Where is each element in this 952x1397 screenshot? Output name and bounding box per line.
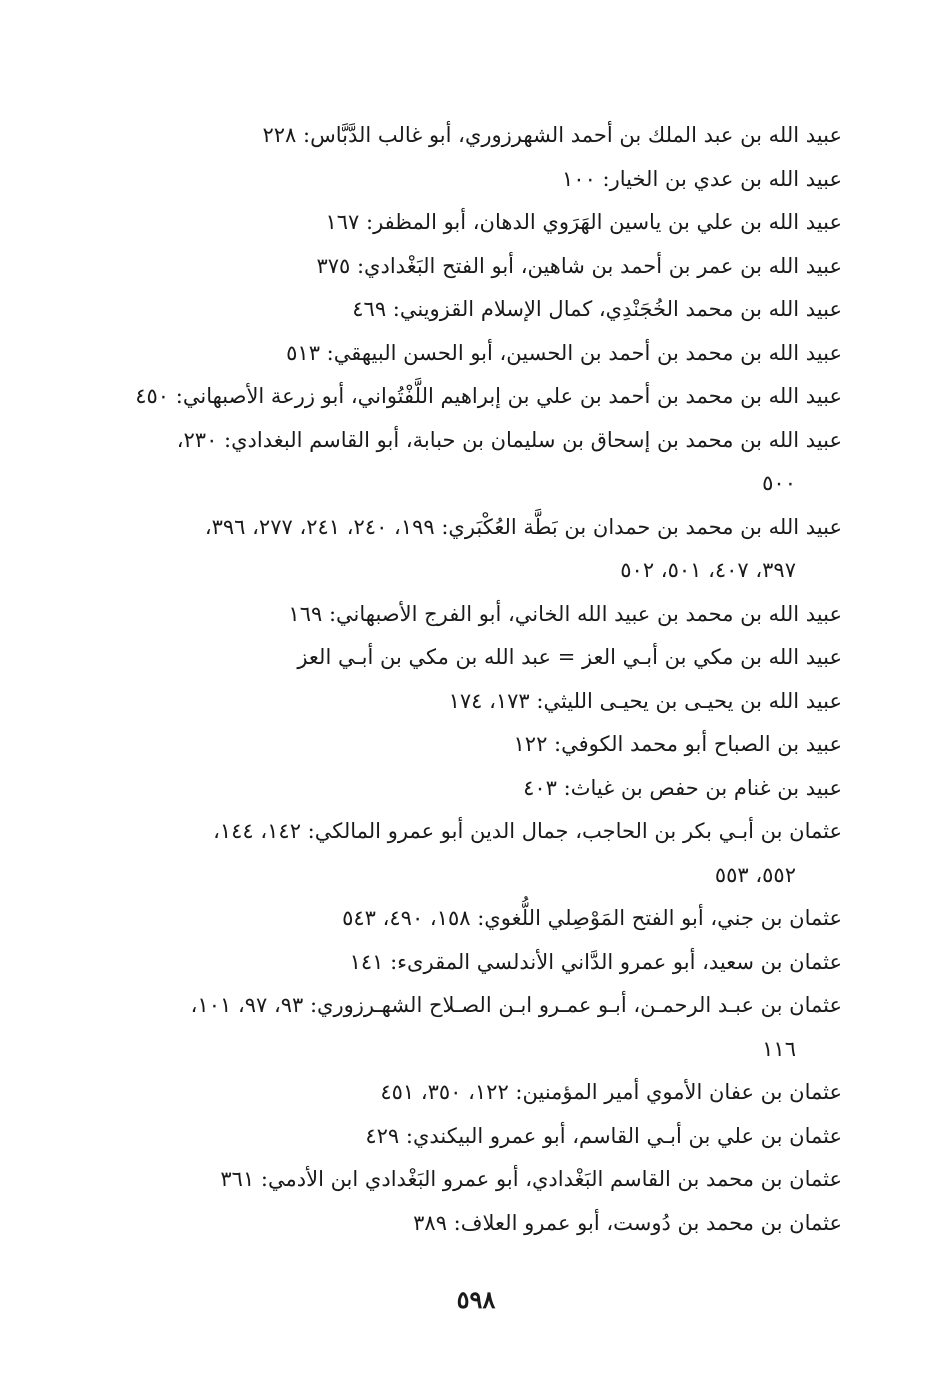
index-entry-text: عبيد الله بن عمر بن أحمد بن شاهين، أبو الفتح البَغْدادي: ٣٧٥: [316, 253, 842, 278]
index-entry-text: عبيد الله بن محمد بن حمدان بن بَطَّة العُكْبَري: ١٩٩، ٢٤٠، ٢٤١، ٢٧٧، ٣٩٦،: [204, 514, 842, 539]
index-entry-text: عبيد الله بن عبد الملك بن أحمد الشهرزوري، أبو غالب الدَّبَّاس: ٢٢٨: [262, 123, 842, 147]
index-entry-text: عثمان بن جني، أبو الفتح المَوْصِلي اللُّغوي: ١٥٨، ٤٩٠، ٥٤٣: [342, 906, 842, 930]
index-entry-continuation: ٥٠٠: [762, 471, 796, 495]
index-entry-text: عبيد الله بن مكي بن أبـي العز = عبد الله بن مكي بن أبـي العز: [297, 645, 842, 669]
index-entry-continuation: ٣٩٧، ٤٠٧، ٥٠١، ٥٠٢: [620, 558, 796, 582]
page-number: ٥٩٨: [456, 1285, 496, 1314]
index-entry-text: عبيد بن الصباح أبو محمد الكوفي: ١٢٢: [513, 732, 842, 756]
index-entry-text: عبيد الله بن محمد بن إسحاق بن سليمان بن حبابة، أبو القاسم البغدادي: ٢٣٠،: [176, 427, 842, 452]
index-entry-text: عثمان بن محمد بن دُوست، أبو عمرو العلاف: ٣٨٩: [413, 1210, 842, 1235]
index-entry-text: عبيد الله بن محمد بن أحمد بن الحسين، أبو الحسن البيهقي: ٥١٣: [286, 340, 842, 365]
index-entry: [112, 941, 842, 985]
index-entry: [112, 723, 842, 767]
index-entries: [112, 114, 842, 1245]
index-entry-text: عثمان بن سعيد، أبو عمرو الدَّاني الأندلسي المقرىء: ١٤١: [349, 949, 842, 974]
index-entry: [112, 1158, 842, 1202]
index-entry: [112, 810, 842, 897]
index-entry: [112, 506, 842, 593]
index-entry: [112, 201, 842, 245]
index-entry-continuation: ٥٥٢، ٥٥٣: [714, 862, 796, 887]
index-entry: [112, 288, 842, 332]
index-entry: [112, 375, 842, 419]
index-entry: [112, 158, 842, 202]
index-entry: [112, 767, 842, 811]
index-entry: [112, 636, 842, 680]
index-entry-text: عبيد الله بن يحيـى بن يحيـى الليثي: ١٧٣، ١٧٤: [448, 688, 842, 713]
index-entry: [112, 1202, 842, 1246]
index-entry-text: عبيد بن غنام بن حفص بن غياث: ٤٠٣: [523, 775, 842, 800]
index-entry: [112, 1115, 842, 1159]
index-entry: [112, 419, 842, 506]
index-entry-text: عثمان بن علي بن أبـي القاسم، أبو عمرو البيكندي: ٤٢٩: [365, 1123, 842, 1148]
index-entry-continuation: ١١٦: [762, 1036, 796, 1061]
index-entry-text: عثمان بن عبـد الرحمـن، أبـو عمـرو ابـن الصـلاح الشهـرزوري: ٩٣، ٩٧، ١٠١،: [190, 993, 842, 1017]
index-entry: [112, 897, 842, 941]
index-entry: [112, 984, 842, 1071]
index-entry-text: عبيد الله بن محمد بن أحمد بن علي بن إبراهيم اللَّفْتُواني، أبو زرعة الأصبهاني: ٤٥٠: [135, 384, 842, 408]
index-entry: [112, 114, 842, 158]
index-entry-text: عثمان بن أبـي بكر بن الحاجب، جمال الدين أبو عمرو المالكي: ١٤٢، ١٤٤،: [213, 819, 842, 843]
index-entry: [112, 1071, 842, 1115]
index-entry-text: عبيد الله بن علي بن ياسين الهَرَوي الدهان، أبو المظفر: ١٦٧: [325, 210, 842, 234]
index-entry: [112, 593, 842, 637]
index-entry: [112, 332, 842, 376]
index-entry: [112, 680, 842, 724]
index-entry-text: عثمان بن عفان الأموي أمير المؤمنين: ١٢٢، ٣٥٠، ٤٥١: [380, 1080, 842, 1104]
index-entry-text: عبيد الله بن عدي بن الخيار: ١٠٠: [562, 166, 842, 191]
index-entry-text: عبيد الله بن محمد الخُجَنْدِي، كمال الإسلام القزويني: ٤٦٩: [352, 297, 842, 321]
index-entry-text: عثمان بن محمد بن القاسم البَغْدادي، أبو عمرو البَغْدادي ابن الأدمي: ٣٦١: [220, 1167, 842, 1191]
index-entry-text: عبيد الله بن محمد بن عبيد الله الخاني، أبو الفرج الأصبهاني: ١٦٩: [288, 601, 842, 626]
index-entry: [112, 245, 842, 289]
